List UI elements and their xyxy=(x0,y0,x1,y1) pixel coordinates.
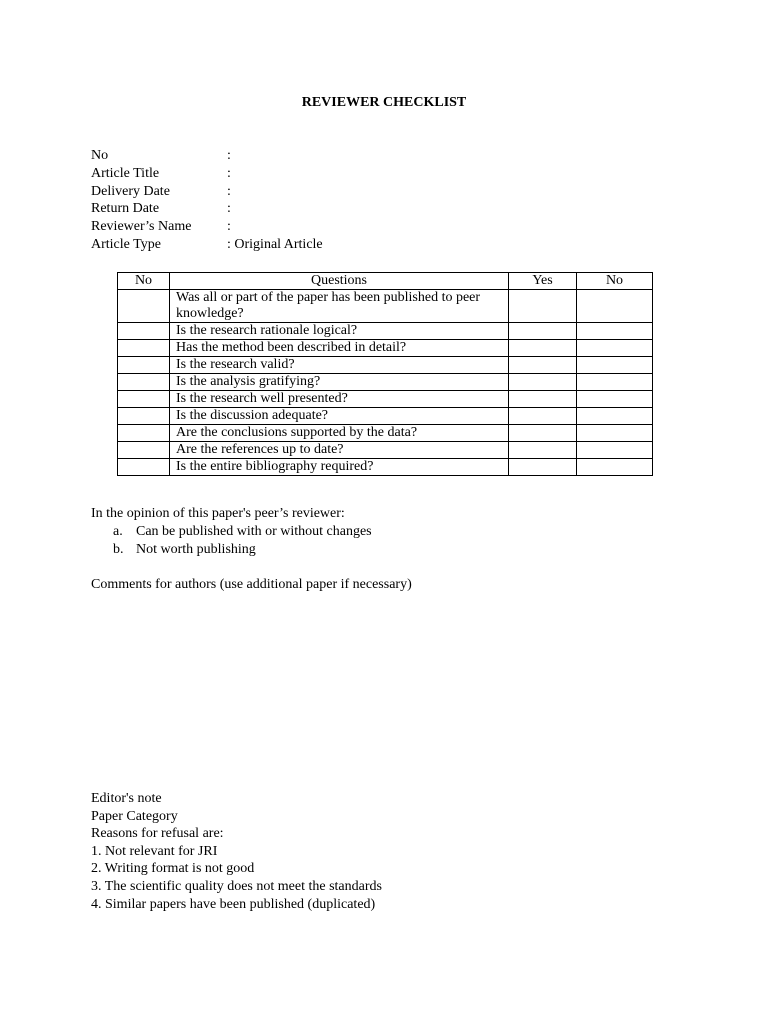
question-text: Are the conclusions supported by the data? xyxy=(170,425,509,442)
field-row-return-date xyxy=(91,200,323,218)
no-cell[interactable] xyxy=(577,425,653,442)
question-text: Is the discussion adequate? xyxy=(170,408,509,425)
table-row xyxy=(118,391,653,408)
table-row xyxy=(118,374,653,391)
refusal-reason-item: 1. Not relevant for JRI xyxy=(91,843,218,859)
field-row-reviewer-name xyxy=(91,218,323,236)
table-row xyxy=(118,408,653,425)
editor-notes-section xyxy=(91,790,382,913)
reviewer-opinion-section xyxy=(91,505,372,559)
no-cell[interactable] xyxy=(577,323,653,340)
opinion-intro: In the opinion of this paper's peer’s reviewer: xyxy=(91,506,345,521)
field-value: : xyxy=(227,165,231,181)
no-cell[interactable] xyxy=(577,290,653,323)
refusal-reason-item: 4. Similar papers have been published (duplicated) xyxy=(91,896,376,912)
table-row xyxy=(118,459,653,476)
field-label: Article Title xyxy=(91,165,160,181)
field-label: Delivery Date xyxy=(91,183,170,199)
option-marker: a. xyxy=(113,524,123,539)
refusal-reasons-title: Reasons for refusal are: xyxy=(91,826,224,842)
field-row-article-type xyxy=(91,236,323,254)
yes-cell[interactable] xyxy=(509,459,577,476)
row-number xyxy=(118,459,170,476)
no-cell[interactable] xyxy=(577,374,653,391)
column-header-no-answer: No xyxy=(577,273,653,290)
table-row xyxy=(118,323,653,340)
column-header-yes: Yes xyxy=(509,273,577,290)
question-text: Is the research valid? xyxy=(170,357,509,374)
refusal-reason-item: 3. The scientific quality does not meet the standards xyxy=(91,878,382,894)
no-cell[interactable] xyxy=(577,459,653,476)
yes-cell[interactable] xyxy=(509,442,577,459)
column-header-no: No xyxy=(118,273,170,290)
yes-cell[interactable] xyxy=(509,357,577,374)
no-cell[interactable] xyxy=(577,340,653,357)
question-text: Was all or part of the paper has been published to peer knowledge? xyxy=(170,290,509,323)
refusal-reason-item: 2. Writing format is not good xyxy=(91,861,255,877)
field-row-no xyxy=(91,147,323,165)
field-row-article-title xyxy=(91,165,323,183)
yes-cell[interactable] xyxy=(509,425,577,442)
yes-cell[interactable] xyxy=(509,290,577,323)
row-number xyxy=(118,425,170,442)
page-title: REVIEWER CHECKLIST xyxy=(301,95,467,110)
table-row xyxy=(118,290,653,323)
field-value: : xyxy=(227,219,231,235)
field-label: Return Date xyxy=(91,201,160,217)
opinion-option-a[interactable] xyxy=(91,523,372,541)
field-row-delivery-date xyxy=(91,183,323,201)
table-row xyxy=(118,357,653,374)
row-number xyxy=(118,340,170,357)
row-number xyxy=(118,357,170,374)
question-text: Has the method been described in detail? xyxy=(170,340,509,357)
row-number xyxy=(118,442,170,459)
row-number xyxy=(118,374,170,391)
no-cell[interactable] xyxy=(577,391,653,408)
option-text: Not worth publishing xyxy=(136,542,256,557)
row-number xyxy=(118,391,170,408)
field-label: Reviewer’s Name xyxy=(91,219,192,235)
field-label: Article Type xyxy=(91,236,161,252)
field-value: : xyxy=(227,183,231,199)
field-value: : Original Article xyxy=(227,236,323,252)
field-value: : xyxy=(227,201,231,217)
question-text: Is the research well presented? xyxy=(170,391,509,408)
article-info-fields xyxy=(91,147,323,254)
question-text: Is the entire bibliography required? xyxy=(170,459,509,476)
field-value: : xyxy=(227,148,231,163)
row-number xyxy=(118,323,170,340)
question-text: Are the references up to date? xyxy=(170,442,509,459)
editor-note-label: Editor's note xyxy=(91,791,162,806)
opinion-options xyxy=(91,523,372,559)
no-cell[interactable] xyxy=(577,408,653,425)
table-row xyxy=(118,340,653,357)
question-text: Is the analysis gratifying? xyxy=(170,374,509,391)
field-label: No xyxy=(91,148,109,163)
paper-category-label: Paper Category xyxy=(91,808,178,824)
row-number xyxy=(118,408,170,425)
no-cell[interactable] xyxy=(577,357,653,374)
table-header-row xyxy=(118,273,653,290)
question-text: Is the research rationale logical? xyxy=(170,323,509,340)
column-header-questions: Questions xyxy=(170,273,509,290)
option-text: Can be published with or without changes xyxy=(136,524,372,539)
yes-cell[interactable] xyxy=(509,408,577,425)
no-cell[interactable] xyxy=(577,442,653,459)
table-row xyxy=(118,442,653,459)
opinion-option-b[interactable] xyxy=(91,541,372,559)
reviewer-checklist-table xyxy=(117,272,653,476)
comments-label: Comments for authors (use additional paper if necessary) xyxy=(91,577,412,592)
yes-cell[interactable] xyxy=(509,391,577,408)
yes-cell[interactable] xyxy=(509,323,577,340)
yes-cell[interactable] xyxy=(509,340,577,357)
yes-cell[interactable] xyxy=(509,374,577,391)
table-row xyxy=(118,425,653,442)
option-marker: b. xyxy=(113,542,124,557)
row-number xyxy=(118,290,170,323)
